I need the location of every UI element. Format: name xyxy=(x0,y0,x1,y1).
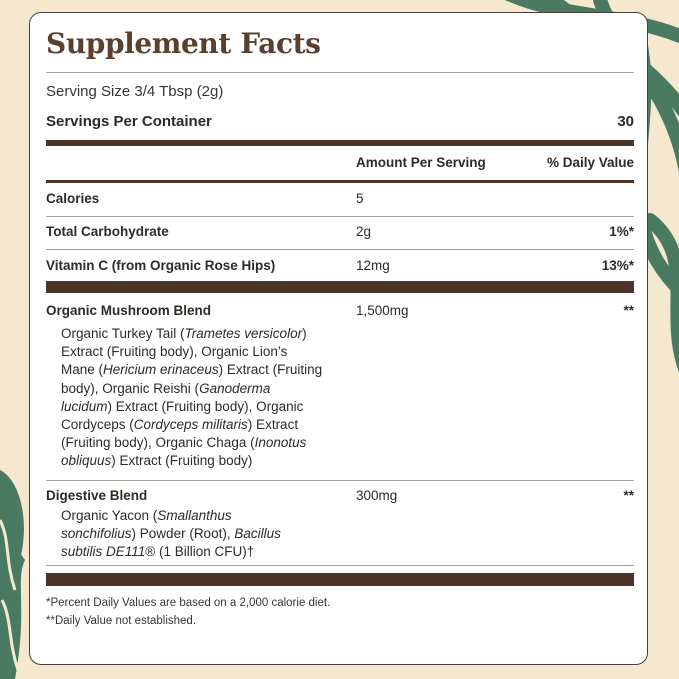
latin-name: Ganoderma xyxy=(199,380,271,396)
blend-daily-value: ** xyxy=(623,488,634,503)
blend-description xyxy=(61,325,376,471)
description-text: Extract (Fruiting body), Organic Lion’s xyxy=(61,344,288,360)
blend-description-line xyxy=(61,380,376,398)
description-text: Cordyceps ( xyxy=(61,417,134,433)
latin-name: Trametes versicolor xyxy=(184,326,303,341)
latin-name: Bacillus xyxy=(234,526,281,542)
serving-size: Serving Size 3/4 Tbsp (2g) xyxy=(46,83,224,100)
footnote: **Daily Value not established. xyxy=(46,615,197,627)
blend-description-line xyxy=(61,434,376,452)
description-text: Organic Turkey Tail ( xyxy=(61,326,185,341)
description-text: (Fruiting body), Organic Chaga ( xyxy=(61,435,255,451)
description-text: ) Powder (Root), xyxy=(131,526,235,542)
description-text: Organic Yacon ( xyxy=(61,508,158,523)
thick-divider xyxy=(46,140,634,146)
blend-amount: 300mg xyxy=(356,488,398,503)
nutrient-name: Calories xyxy=(46,191,100,206)
blend-description-line xyxy=(61,452,376,470)
description-text: ) Extract (Fruiting xyxy=(218,362,323,378)
blend-description-line xyxy=(61,416,376,434)
blend-description-line xyxy=(61,507,376,525)
divider xyxy=(46,216,634,217)
blend-name: Organic Mushroom Blend xyxy=(46,303,212,318)
nutrient-amount: 2g xyxy=(356,224,372,239)
blend-description-line xyxy=(61,543,376,561)
blend-description xyxy=(61,507,376,562)
nutrient-name: Vitamin C (from Organic Rose Hips) xyxy=(46,258,276,273)
description-text: ® (1 Billion CFU)† xyxy=(145,544,255,560)
divider xyxy=(46,565,634,566)
blend-daily-value: ** xyxy=(623,303,634,318)
latin-name: Smallanthus xyxy=(157,508,232,523)
thick-divider xyxy=(46,281,634,293)
amount-per-serving-header: Amount Per Serving xyxy=(356,155,486,170)
description-text: ) Extract (Fruiting body) xyxy=(111,453,253,469)
footnote: *Percent Daily Values are based on a 2,000 calorie diet. xyxy=(46,597,331,609)
supplement-facts-panel xyxy=(29,12,648,665)
blend-description-line xyxy=(61,361,376,379)
divider xyxy=(46,249,634,250)
description-text: ) Extract xyxy=(247,417,299,433)
divider xyxy=(46,72,634,73)
latin-name: Inonotus xyxy=(254,435,307,451)
medium-divider xyxy=(46,180,634,183)
nutrient-name: Total Carbohydrate xyxy=(46,224,169,239)
description-text: Mane ( xyxy=(61,362,104,378)
nutrient-daily-value: 13%* xyxy=(601,258,634,273)
servings-per-container-label: Servings Per Container xyxy=(46,113,212,130)
blend-description-line xyxy=(61,525,376,543)
blend-name: Digestive Blend xyxy=(46,488,148,503)
daily-value-header: % Daily Value xyxy=(546,155,634,170)
latin-name: sonchifolius xyxy=(61,526,132,542)
nutrient-amount: 12mg xyxy=(356,258,390,273)
panel-title: Supplement Facts xyxy=(46,27,321,60)
latin-name: Hericium erinaceus xyxy=(103,362,219,378)
latin-name: lucidum xyxy=(61,398,108,414)
latin-name: subtilis DE111 xyxy=(61,544,146,560)
blend-description-line xyxy=(61,325,376,343)
blend-amount: 1,500mg xyxy=(356,303,409,318)
description-text: ) xyxy=(302,326,307,341)
description-text: body), Organic Reishi ( xyxy=(61,380,200,396)
thick-divider xyxy=(46,573,634,586)
description-text: ) Extract (Fruiting body), Organic xyxy=(107,398,304,414)
servings-per-container-value: 30 xyxy=(617,113,634,130)
nutrient-daily-value: 1%* xyxy=(609,224,634,239)
blend-description-line xyxy=(61,343,376,361)
latin-name: Cordyceps militaris xyxy=(133,417,248,433)
latin-name: obliquus xyxy=(61,453,112,469)
nutrient-amount: 5 xyxy=(356,191,364,206)
blend-description-line xyxy=(61,398,376,416)
divider xyxy=(46,480,634,481)
